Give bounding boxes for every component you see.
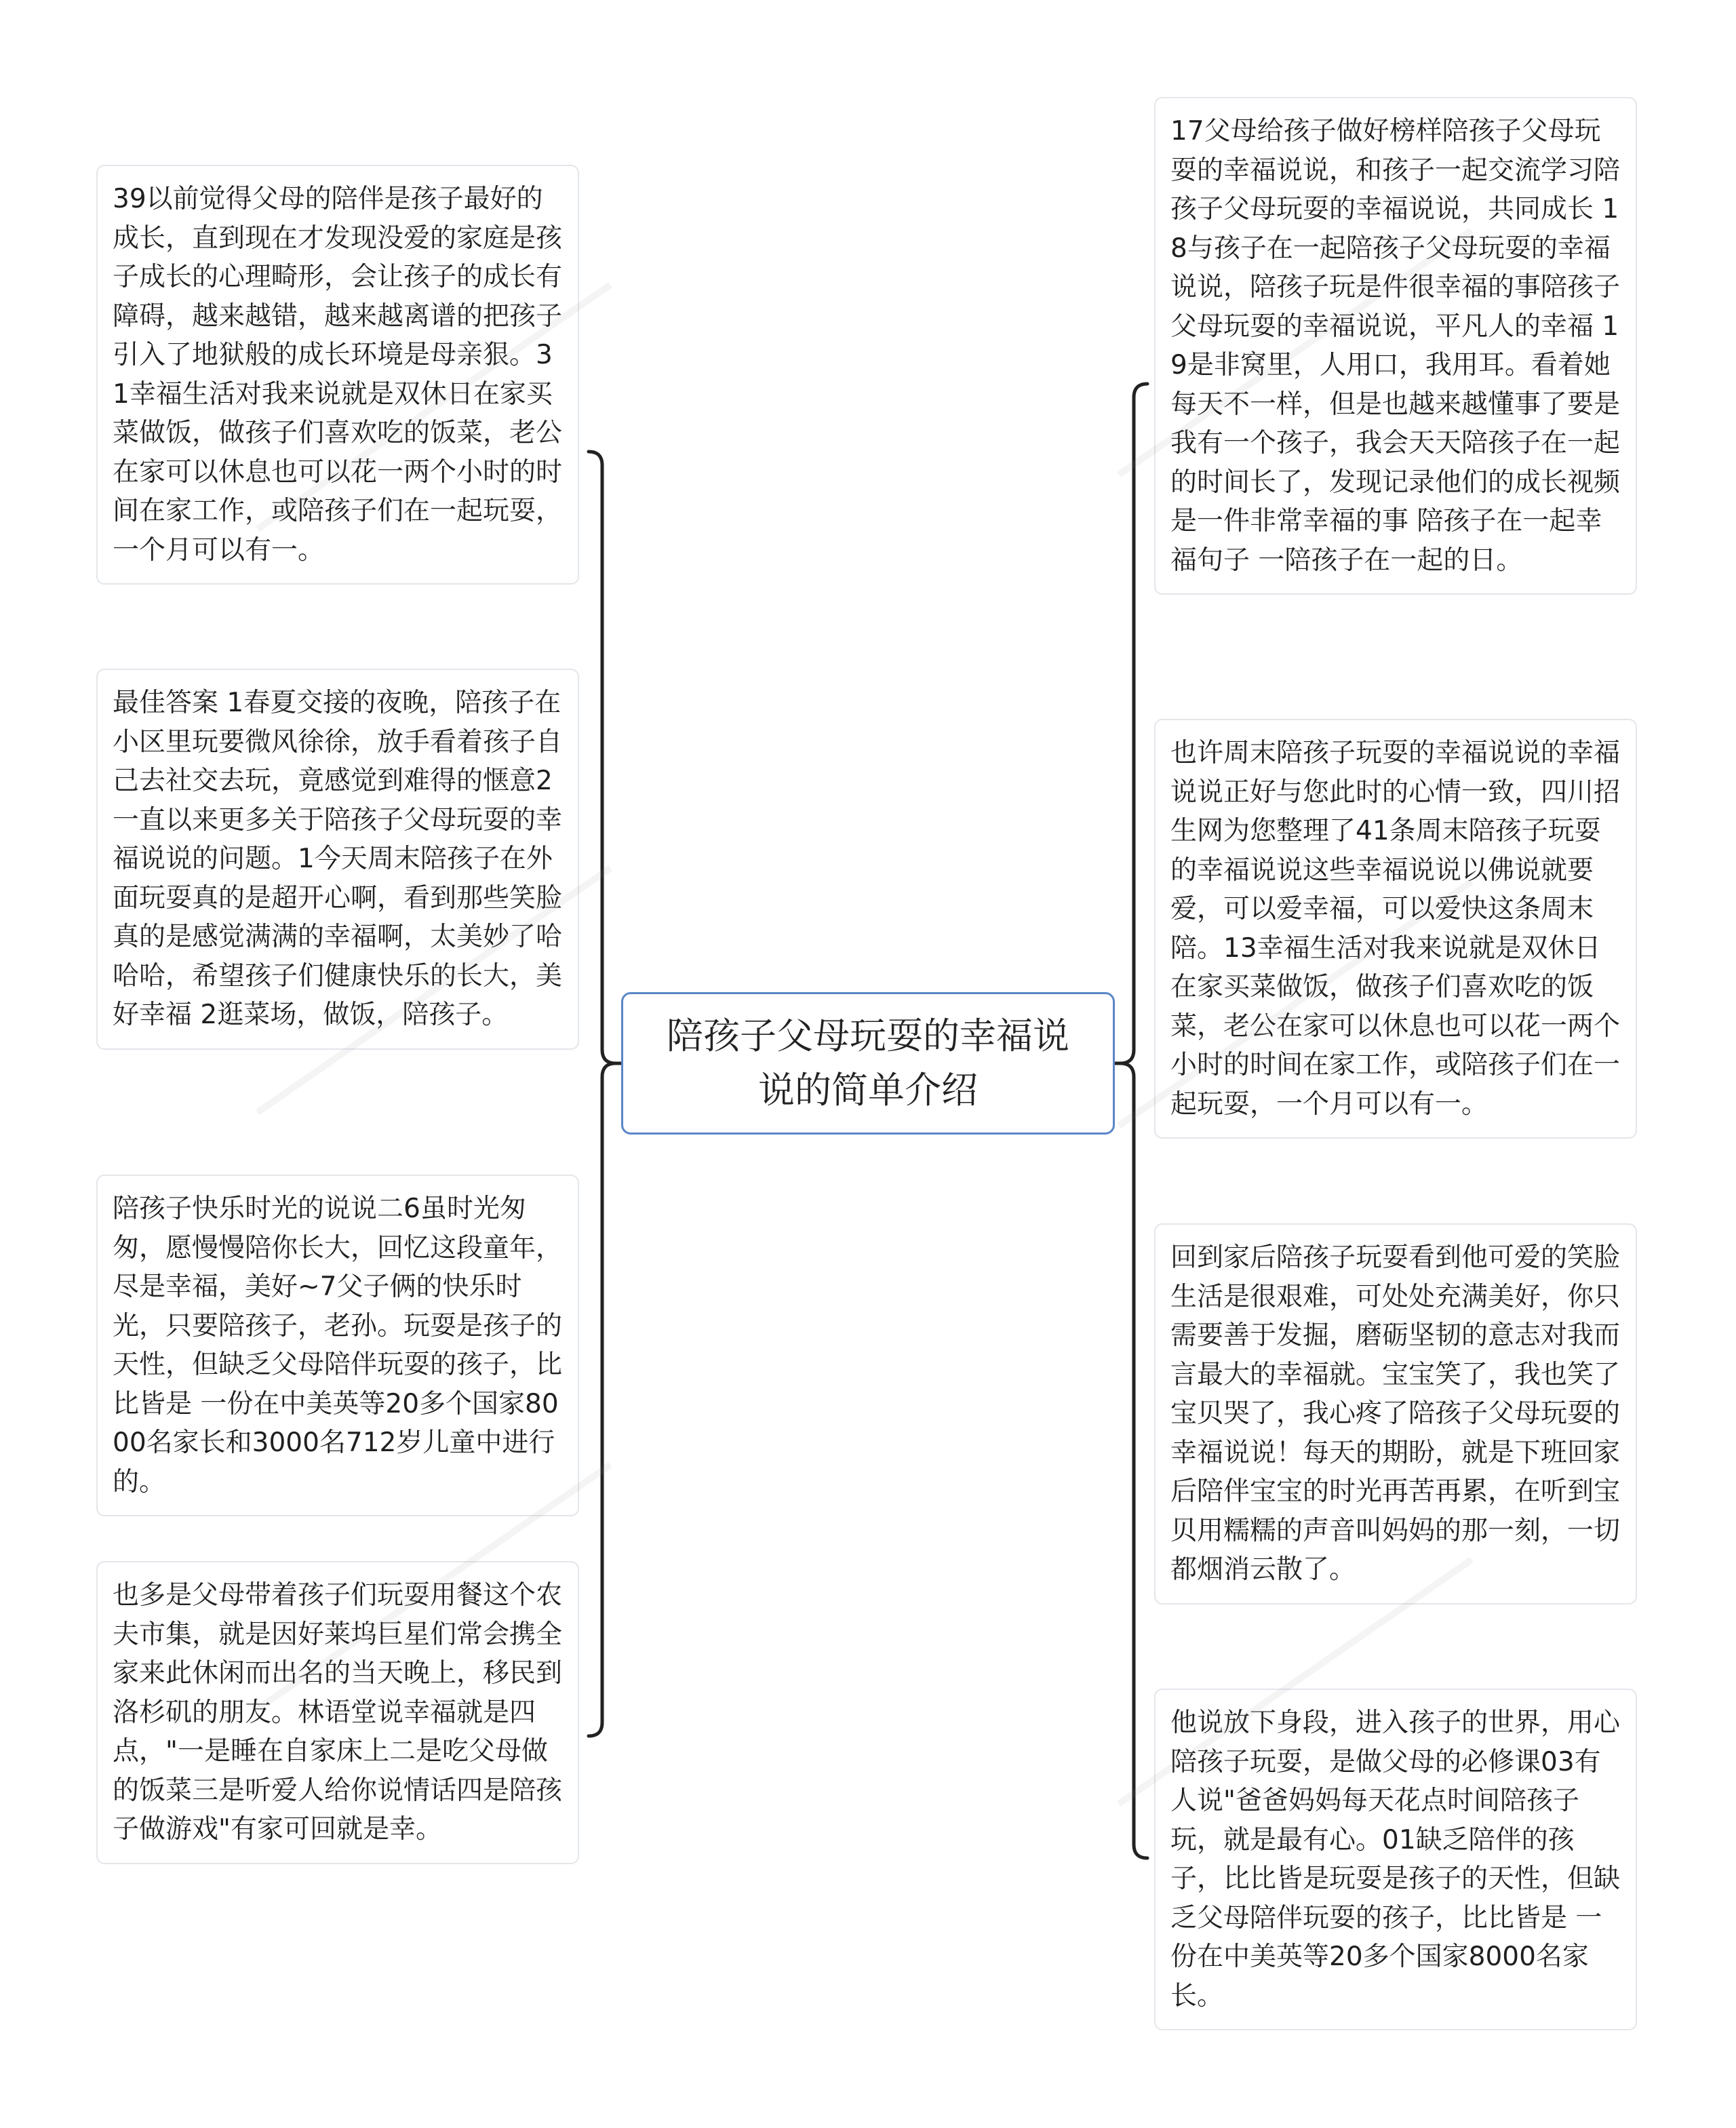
watermark-stroke — [1119, 231, 1472, 475]
right-node-2-text: 也许周末陪孩子玩耍的幸福说说的幸福说说正好与您此时的心情一致，四川招生网为您整理了41条周末陪孩子玩耍的幸福说说这些幸福说说以佛说就要爱，可以爱幸福，可以爱快这条周末陪。13幸福生活对我来说就是双休日在家买菜做饭，做孩子们喜欢吃的饭菜，老公在家可以休息也可以花一两个小时的时间在家工作，或陪孩子们在一起玩耍，一个月可以有一。 — [1170, 738, 1621, 1120]
left-node-1-text: 39以前觉得父母的陪伴是孩子最好的成长，直到现在才发现没爱的家庭是孩子成长的心理畸形，会让孩子的成长有障碍，越来越错，越来越离谱的把孩子引入了地狱般的成长环境是母亲狠。31幸福生活对我来说就是双休日在家买菜做饭，做孩子们喜欢吃的饭菜，老公在家可以休息也可以花一两个小时的时间在家工作，或陪孩子们在一起玩耍，一个月可以有一。 — [113, 184, 563, 566]
watermark-stroke — [1119, 1560, 1472, 1804]
watermark-stroke — [258, 1465, 610, 1709]
watermark-stroke — [1119, 882, 1472, 1126]
watermark-stroke — [258, 285, 610, 529]
left-node-2-text: 最佳答案 1春夏交接的夜晚，陪孩子在小区里玩要微风徐徐，放手看着孩子自己去社交去玩，竟感觉到难得的惬意2一直以来更多关于陪孩子父母玩耍的幸福说说的问题。1今天周末陪孩子在外面玩耍真的是超开心啊，看到那些笑脸真的是感觉满满的幸福啊，太美妙了哈哈哈，希望孩子们健康快乐的长大，美好幸福 2逛菜场，做饭，陪孩子。 — [113, 688, 563, 1030]
watermark-stroke — [258, 868, 610, 1112]
right-node-3-text: 回到家后陪孩子玩耍看到他可爱的笑脸生活是很艰难，可处处充满美好，你只需要善于发掘，磨砺坚韧的意志对我而言最大的幸福就。宝宝笑了，我也笑了宝贝哭了，我心疼了陪孩子父母玩耍的幸福说说！每天的期盼，就是下班回家后陪伴宝宝的时光再苦再累，在听到宝贝用糯糯的声音叫妈妈的那一刻，一切都烟消云散了。 — [1170, 1242, 1621, 1585]
right-node-4-text: 他说放下身段，进入孩子的世界，用心陪孩子玩耍，是做父母的必修课03有人说"爸爸妈妈每天花点时间陪孩子玩，就是最有心。01缺乏陪伴的孩子，比比皆是玩耍是孩子的天性，但缺乏父母陪伴玩耍的孩子，比比皆是 一份在中美英等20多个国家8000名家长。 — [1170, 1708, 1621, 2011]
central-topic-text: 陪孩子父母玩耍的幸福说说的简单介绍 — [667, 1014, 1069, 1111]
left-node-3-text: 陪孩子快乐时光的说说二6虽时光匆匆，愿慢慢陪你长大，回忆这段童年，尽是幸福，美好~7父子俩的快乐时光，只要陪孩子，老孙。玩耍是孩子的天性，但缺乏父母陪伴玩耍的孩子，比比皆是 一份在中美英等20多个国家8000名家长和3000名712岁儿童中进行的。 — [113, 1194, 563, 1497]
right-node-1-text: 17父母给孩子做好榜样陪孩子父母玩耍的幸福说说，和孩子一起交流学习陪孩子父母玩耍的幸福说说，共同成长 18与孩子在一起陪孩子父母玩耍的幸福说说，陪孩子玩是件很幸福的事陪孩子父母玩耍的幸福说说，平凡人的幸福 19是非窝里，人用口，我用耳。看着她每天不一样，但是也越来越懂事了要是我有一个孩子，我会天天陪孩子在一起的时间长了，发现记录他们的成长视频是一件非常幸福的事 陪孩子在一起幸福句子 一陪孩子在一起的日。 — [1170, 116, 1621, 576]
left-node-4-text: 也多是父母带着孩子们玩耍用餐这个农夫市集，就是因好莱坞巨星们常会携全家来此休闲而出名的当天晚上，移民到洛杉矶的朋友。林语堂说幸福就是四点，"一是睡在自家床上二是吃父母做的饭菜三是听爱人给你说情话四是陪孩子做游戏"有家可回就是幸。 — [113, 1580, 563, 1845]
